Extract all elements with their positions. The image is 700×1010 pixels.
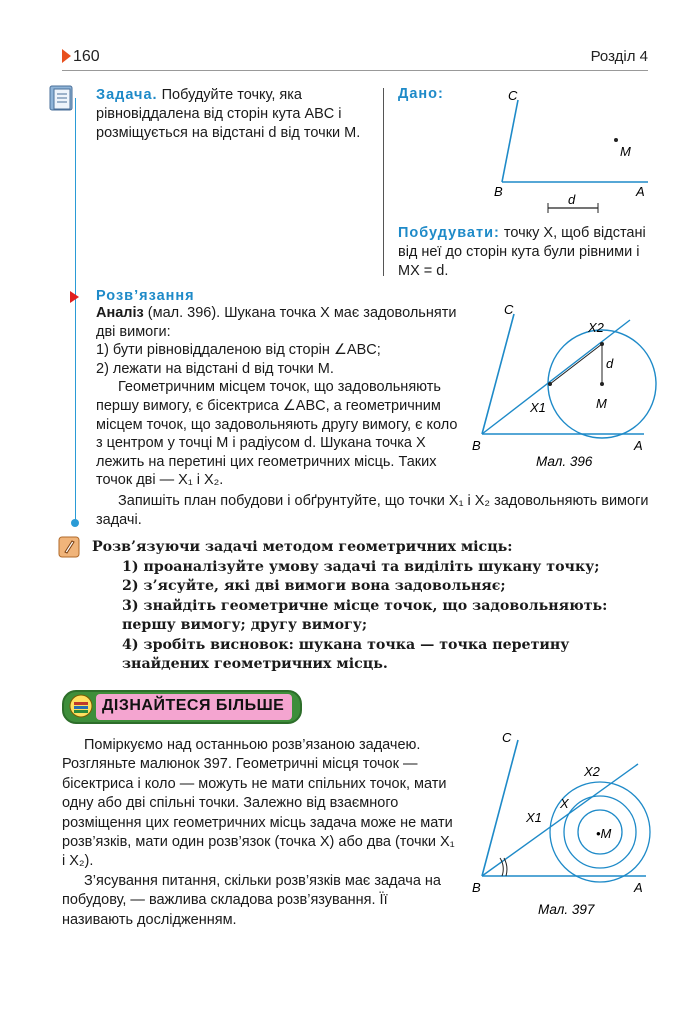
- figure-397: [466, 730, 658, 925]
- banner-text: ДІЗНАЙТЕСЯ БІЛЬШЕ: [102, 697, 285, 714]
- plan-text: Запишіть план побудови і обґрунтуйте, що точки X₁ і X₂ задовольняють вимоги задачі.: [96, 493, 649, 528]
- rules-block: [92, 538, 648, 675]
- task-label: Задача.: [96, 87, 158, 103]
- notepad-icon: [48, 84, 76, 112]
- label-B: B: [472, 880, 481, 895]
- solution-label: Розв’язання: [96, 288, 195, 304]
- label-A: A: [634, 438, 643, 453]
- label-C: C: [508, 88, 518, 103]
- analysis-p4: Геометричним місцем точок, що задовольняють першу вимогу, є бісектриса ∠ABC, а геометричним місцем точок, що задовольняють другу вимогу, є коло з центром у точці M і радіусом d. Шукана точка X лежить на перетині цих геометричних місць. Таких точок дві — X₁ і X₂.: [96, 379, 458, 489]
- label-C: C: [502, 730, 512, 745]
- rule-item: 1) проаналізуйте умову задачі та виділіть шукану точку;: [122, 558, 600, 575]
- rule-item: 3) знайдіть геометричне місце точок, що задовольняють: першу вимогу; другу вимогу;: [122, 597, 608, 633]
- solution-end-dot: [71, 519, 79, 527]
- label-C: C: [504, 302, 514, 317]
- build-block: [398, 224, 646, 281]
- pen-hand-icon: [58, 536, 80, 558]
- label-A: A: [634, 880, 643, 895]
- label-X1: X1: [526, 810, 542, 825]
- learn-more-text: [62, 736, 460, 930]
- task-block: [96, 86, 381, 143]
- label-d: d: [606, 356, 614, 371]
- rule-item: 4) зробіть висновок: шукана точка — точка перетину знайдених геометричних місць.: [122, 636, 570, 672]
- task-text: Побудуйте точку, яка рівновіддалена від сторін кута ABC і розміщується на відстані d від точки M.: [96, 87, 361, 141]
- analysis-p3: 2) лежати на відстані d від точки M.: [96, 360, 334, 377]
- analysis-label: Аналіз: [96, 305, 144, 321]
- label-X2: X2: [588, 320, 604, 335]
- rule-item: 2) з’ясуйте, які дві вимоги вона задовольняє;: [122, 578, 506, 594]
- label-X1: X1: [530, 400, 546, 415]
- solution-marker-icon: [70, 291, 79, 303]
- analysis-p1: (мал. 396). Шукана точка X має задовольняти дві вимоги:: [96, 305, 457, 340]
- label-X: X: [560, 796, 569, 811]
- label-B: B: [494, 184, 503, 199]
- build-label: Побудувати:: [398, 225, 500, 241]
- label-d: d: [568, 192, 576, 207]
- learn-more-p1: Поміркуємо над останньою розв’язаною задачею. Розгляньте малюнок 397. Геометричні місця точок — бісектриса і коло — можуть не мати спільних точок, мати одну або дві спільні точки. Залежно від взаємного розміщення цих геометричних місць задача може не мати розв’язків, мати один розв’язок (точка X) або два (точки X₁ і X₂).: [62, 737, 455, 870]
- analysis-block: [96, 304, 460, 490]
- section-label: Розділ 4: [590, 48, 648, 65]
- given-label: Дано:: [398, 86, 444, 102]
- task-divider: [383, 88, 384, 276]
- rules-intro: Розв’язуючи задачі методом геометричних місць:: [92, 539, 513, 555]
- label-B: B: [472, 438, 481, 453]
- caption-396: Мал. 396: [536, 454, 593, 469]
- caption-397: Мал. 397: [538, 902, 595, 917]
- label-M: M: [596, 396, 607, 411]
- figure-396: [466, 300, 658, 475]
- page-number: 160: [62, 48, 100, 66]
- label-M: •M: [596, 826, 612, 841]
- label-M: M: [620, 144, 631, 159]
- books-icon: [68, 694, 94, 718]
- solution-margin-line: [75, 98, 76, 523]
- page-marker-icon: [62, 49, 71, 63]
- figure-given: [488, 84, 658, 214]
- header-rule: [62, 70, 648, 71]
- learn-more-p2: З’ясування питання, скільки розв’язків має задача на побудову, — важлива складова розв’язування. Її називають дослідженням.: [62, 872, 441, 928]
- label-A: A: [636, 184, 645, 199]
- label-X2: X2: [584, 764, 600, 779]
- build-text: точку X, щоб відстані від неї до сторін кута були рівними і MX = d.: [398, 225, 646, 279]
- analysis-p2: 1) бути рівновіддаленою від сторін ∠ABC;: [96, 342, 381, 359]
